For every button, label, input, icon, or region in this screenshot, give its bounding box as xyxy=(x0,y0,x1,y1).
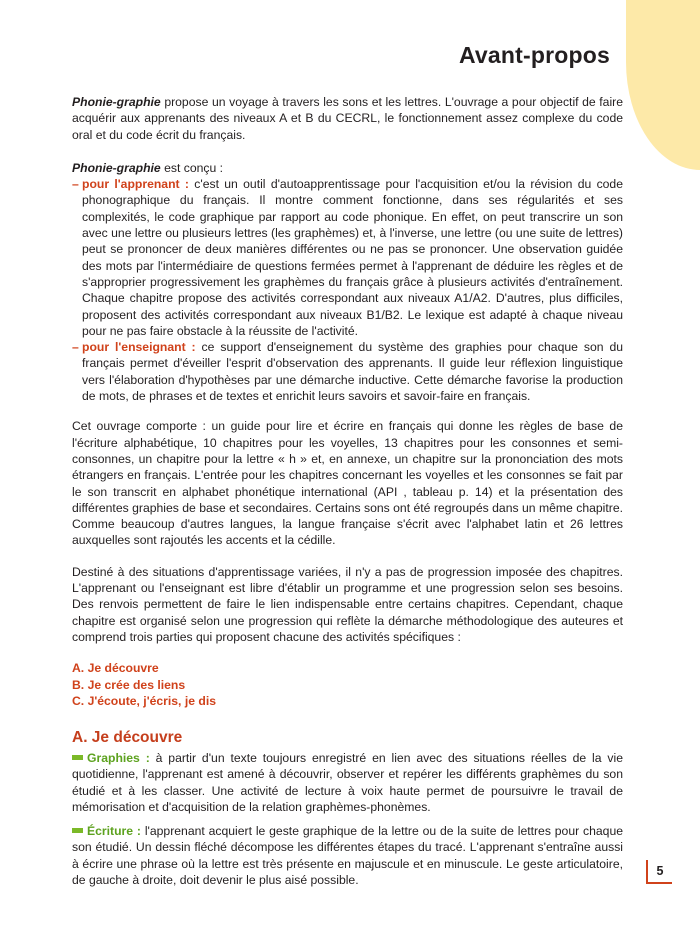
book-title: Phonie-graphie xyxy=(72,160,161,175)
subsection-text: à partir d'un texte toujours enregistré en lien avec des situations réelles de la vie quotidienne, l'apprenant est amené à découvrir, observer et repérer les différents graphèmes du son étudié et à les classer. Une activité de lecture à voix haute permet de poursuivre le travail de mémorisation et d'acquisition de la relation graphèmes-phonèmes. xyxy=(72,751,623,814)
dash-bullet-icon: – xyxy=(72,340,79,355)
audience-text: ce support d'enseignement du système des graphies pour chaque son du français permet d'éveiller l'esprit d'observation des apprenants. Il guide leur réflexion linguistique vers l'élaboration d'hypothèses par une démarche inductive. Cette démarche favorise la production de mots, de phrases et de textes et enrichit leurs savoirs et savoir-faire en français. xyxy=(82,340,623,404)
concu-lead-text: est conçu : xyxy=(160,160,224,175)
intro-text: propose un voyage à travers les sons et les lettres. L'ouvrage a pour objectif de faire acquérir aux apprenants des niveaux A et B du CECRL, le fonctionnement assez complexe du code oral et du code écrit du français. xyxy=(72,95,623,142)
ouvrage-paragraph: Cet ouvrage comporte : un guide pour lire et écrire en français qui donne les règles de base de l'écriture alphabétique, 10 chapitres pour les voyelles, 13 chapitres pour les consonnes et semi-consonnes, un chapitre pour la lettre « h » et, en annexe, un chapitre sur la prononciation des mots étrangers en français. L'entrée pour les chapitres concernant les voyelles et les consonnes se fait par le son transcrit en alphabet phonétique international (API , tableau p. 14) et la présentation des différentes graphies de base et secondaires. Certains sons ont été regroupés dans un même chapitre. Comme beaucoup d'autres langues, la langue française s'écrit avec l'alphabet latin et 26 lettres auxquelles sont rajoutés les accents et la cédille. xyxy=(72,419,623,548)
section-heading: A. Je découvre xyxy=(72,728,183,746)
part-item: A. Je découvre xyxy=(72,661,159,676)
audience-list xyxy=(72,176,623,404)
green-bar-icon xyxy=(72,755,83,760)
subsection-graphies xyxy=(72,750,623,815)
concu-lead xyxy=(72,160,623,176)
green-bar-icon xyxy=(72,828,83,833)
page-content xyxy=(72,94,623,896)
audience-item-enseignant xyxy=(72,339,623,404)
audience-text: c'est un outil d'autoapprentissage pour l'acquisition et/ou la révision du code phonographique du français. Il montre comment fonctionne, dans ses régularités et ses complexités, le code graphique par rapport au code phonique. En effet, on peut transcrire un son avec une lettre ou plusieurs lettres (les graphèmes) et, à l'inverse, une lettre (ou une suite de lettres) peut se prononcer de deux manières différentes ou ne pas se prononcer. Une observation guidée des mots par l'intermédiaire de questions fermées permet à l'apprenant de déduire les règles et de s'approprier progressivement les graphèmes du français grâce à plusieurs activités d'entraînement. Chaque chapitre propose des activités correspondant aux niveaux A1/A2. D'autres, plus difficiles, proposent des activités correspondant aux niveaux B1/B2. Le lexique est adapté à chaque niveau pour ne pas faire obstacle à la réussite de l'activité. xyxy=(82,177,623,338)
subsection-ecriture xyxy=(72,823,623,888)
subsection-label: Graphies : xyxy=(87,751,150,765)
audience-label: pour l'apprenant : xyxy=(82,177,189,192)
audience-label: pour l'enseignant : xyxy=(82,340,196,355)
intro-paragraph xyxy=(72,94,623,143)
part-item: C. J'écoute, j'écris, je dis xyxy=(72,694,216,709)
corner-decoration xyxy=(626,0,700,62)
book-title: Phonie-graphie xyxy=(72,95,161,109)
part-item: B. Je crée des liens xyxy=(72,677,186,692)
page-number: 5 xyxy=(646,860,672,884)
corner-decoration-arc xyxy=(626,62,700,170)
progression-paragraph: Destiné à des situations d'apprentissage variées, il n'y a pas de progression imposée des chapitres. L'apprenant ou l'enseignant est libre d'établir un programme et une progression selon ses besoins. Des renvois permettent de faire le lien indispensable entre certains chapitres. Cependant, chaque chapitre est organisé selon une progression qui reflète la démarche méthodologique des auteures et comprend trois parties qui proposent chacune des activités spécifiques : xyxy=(72,564,623,644)
parts-list xyxy=(72,660,623,710)
audience-item-apprenant xyxy=(72,176,623,339)
subsection-text: l'apprenant acquiert le geste graphique de la lettre ou de la suite de lettres pour chaque son étudié. Un dessin fléché décompose les différentes étapes du tracé. L'apprenant s'entraîne aussi à écrire une phrase où la lettre est très présente en majuscule et en minuscule. Le geste articulatoire, de gauche à droite, doit devenir le plus aisé possible. xyxy=(72,824,624,888)
page-title: Avant-propos xyxy=(458,42,610,68)
subsection-label: Écriture : xyxy=(87,824,141,839)
dash-bullet-icon: – xyxy=(72,177,79,192)
